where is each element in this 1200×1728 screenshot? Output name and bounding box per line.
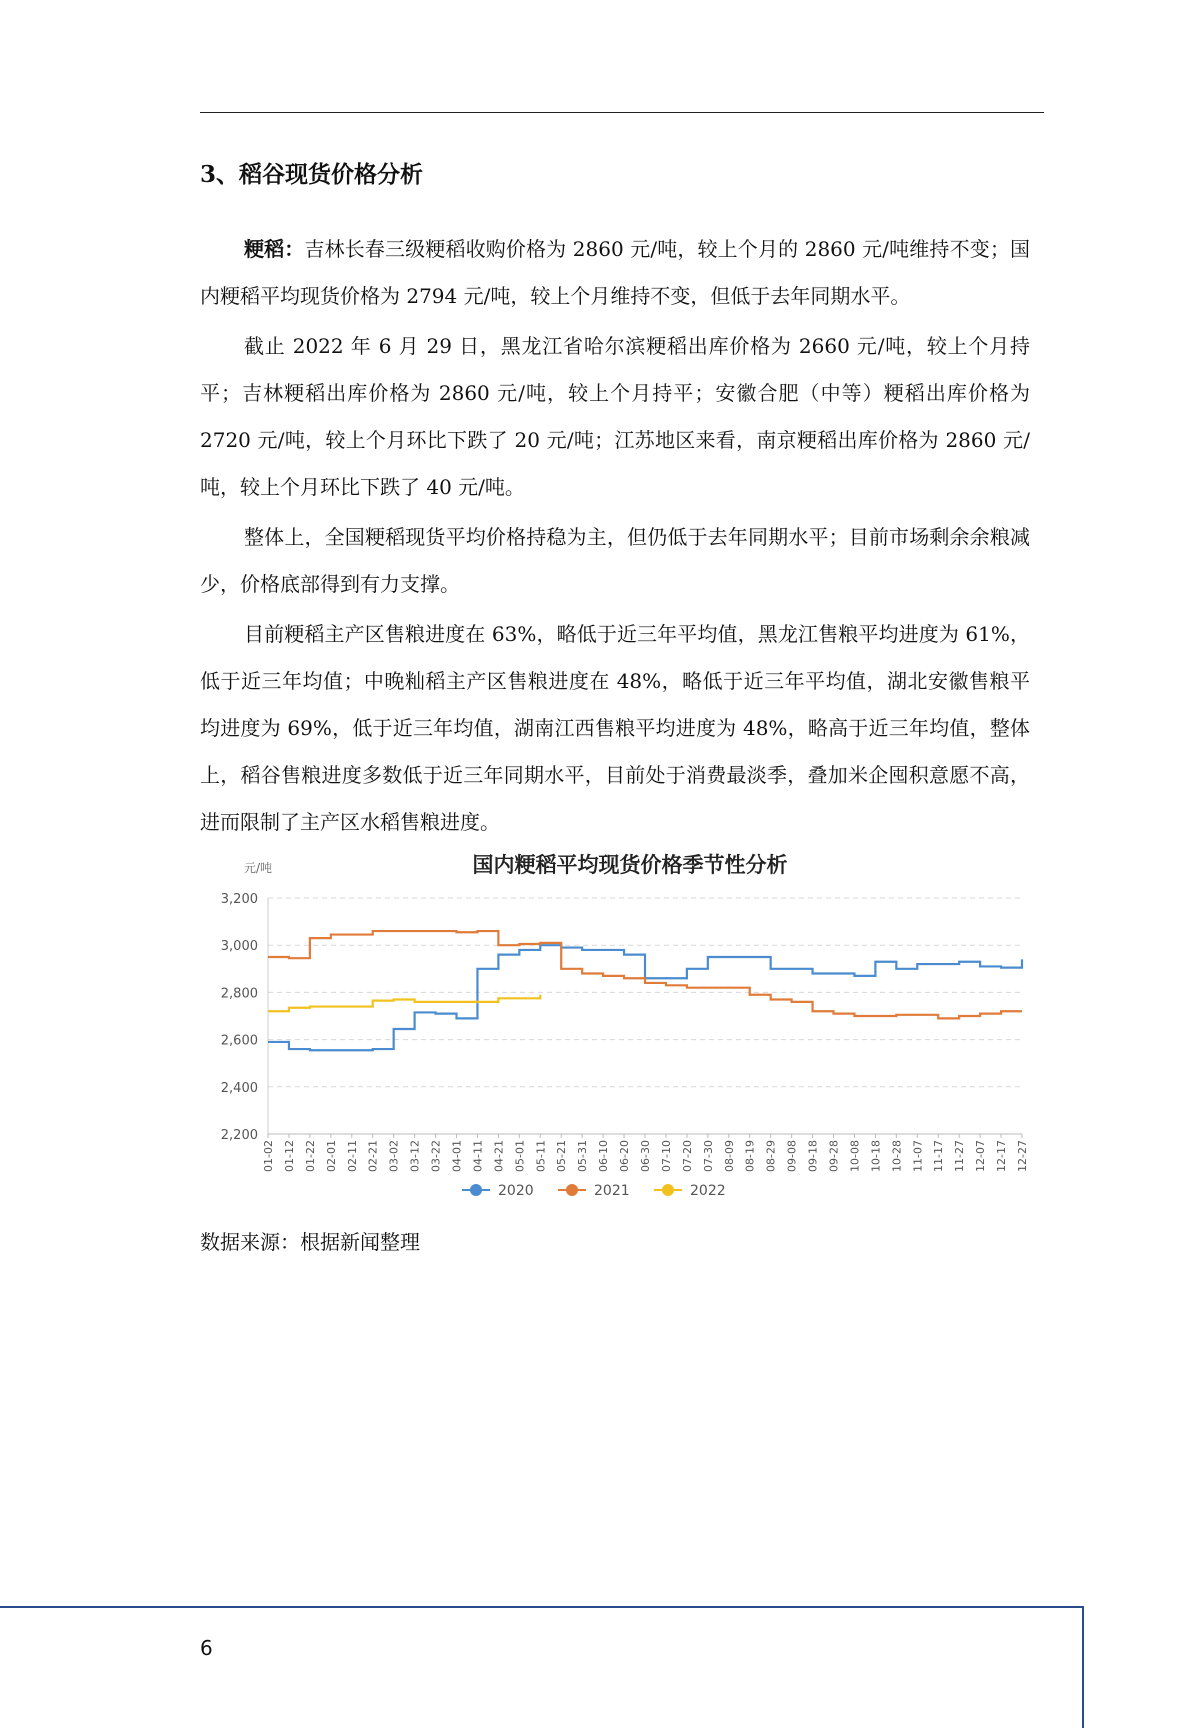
- x-tick-label: 10-18: [869, 1140, 883, 1172]
- y-tick-label: 2,400: [220, 1080, 258, 1096]
- x-tick-label: 01-12: [282, 1140, 296, 1172]
- legend-marker-2021: [566, 1184, 578, 1196]
- legend-marker-2020: [470, 1184, 482, 1196]
- x-tick-label: 11-17: [932, 1140, 946, 1172]
- paragraph-outbound-prices: 截止 2022 年 6 月 29 日，黑龙江省哈尔滨粳稻出库价格为 2660 元/吨，较上个月持平；吉林粳稻出库价格为 2860 元/吨，较上个月持平；安徽合肥（中等）粳稻出库价格为 2720 元/吨，较上个月环比下跌了 20 元/吨；江苏地区来看，南京粳稻出库价格为 2860 元/吨，较上个月环比下跌了 40 元/吨。: [200, 334, 1030, 499]
- x-tick-label: 09-08: [785, 1140, 799, 1172]
- x-tick-label: 12-07: [974, 1140, 988, 1172]
- legend-label-2022: 2022: [690, 1183, 726, 1199]
- paragraph-sales-progress: 目前粳稻主产区售粮进度在 63%，略低于近三年平均值，黑龙江售粮平均进度为 61%，低于近三年均值；中晚籼稻主产区售粮进度在 48%，略低于近三年平均值，湖北安徽售粮平均进度为 69%，低于近三年均值，湖南江西售粮平均进度为 48%，略高于近三年均值，整体上，稻谷售粮进度多数低于近三年同期水平，目前处于消费最淡季，叠加米企囤积意愿不高，进而限制了主产区水稻售粮进度。: [200, 622, 1030, 834]
- legend-label-2020: 2020: [498, 1183, 534, 1199]
- x-tick-label: 02-11: [345, 1140, 359, 1172]
- y-axis-label: 元/吨: [244, 861, 273, 875]
- data-source: 数据来源：根据新闻整理: [200, 1230, 420, 1254]
- x-tick-label: 08-29: [764, 1140, 778, 1172]
- chart-svg: [200, 842, 1040, 1210]
- x-tick-label: 04-11: [471, 1140, 485, 1172]
- x-tick-label: 09-28: [827, 1140, 841, 1172]
- footer-frame: [0, 1606, 1084, 1728]
- x-tick-label: 11-07: [911, 1140, 925, 1172]
- y-tick-label: 2,200: [220, 1128, 258, 1143]
- x-tick-label: 05-31: [576, 1140, 590, 1172]
- x-tick-label: 02-21: [366, 1140, 380, 1172]
- x-tick-label: 08-19: [743, 1140, 757, 1172]
- x-tick-label: 03-02: [387, 1140, 401, 1172]
- x-tick-label: 10-08: [848, 1140, 862, 1172]
- x-tick-label: 11-27: [953, 1140, 967, 1172]
- x-tick-label: 09-18: [806, 1140, 820, 1172]
- x-tick-label: 02-01: [324, 1140, 338, 1172]
- x-tick-label: 12-17: [995, 1140, 1009, 1172]
- x-tick-label: 04-21: [492, 1140, 506, 1172]
- x-tick-label: 05-01: [513, 1140, 527, 1172]
- y-tick-label: 2,800: [220, 986, 258, 1002]
- section-title: 3、稻谷现货价格分析: [200, 161, 424, 188]
- y-tick-label: 3,000: [220, 939, 258, 955]
- x-tick-label: 10-28: [890, 1140, 904, 1172]
- x-tick-label: 06-20: [618, 1140, 632, 1172]
- x-tick-label: 05-21: [555, 1140, 569, 1172]
- header-rule: [200, 112, 1044, 113]
- x-tick-label: 07-10: [659, 1140, 673, 1172]
- page-number: 6: [200, 1636, 213, 1660]
- series-line-2020: [268, 945, 1022, 1050]
- x-tick-label: 01-22: [303, 1140, 317, 1172]
- body-text: [200, 226, 1030, 849]
- x-tick-label: 06-30: [639, 1140, 652, 1172]
- x-tick-label: 07-20: [680, 1140, 694, 1172]
- price-chart: [200, 842, 1040, 1210]
- chart-title: 国内粳稻平均现货价格季节性分析: [472, 853, 788, 877]
- y-tick-label: 2,600: [220, 1033, 258, 1049]
- x-tick-label: 05-11: [534, 1140, 548, 1172]
- paragraph-lead: 粳稻：: [244, 237, 305, 261]
- x-tick-label: 08-09: [722, 1140, 736, 1172]
- paragraph-overall: 整体上，全国粳稻现货平均价格持稳为主，但仍低于去年同期水平；目前市场剩余余粮减少，价格底部得到有力支撑。: [200, 525, 1030, 596]
- legend-label-2021: 2021: [594, 1183, 630, 1199]
- legend-marker-2022: [662, 1184, 674, 1196]
- x-tick-label: 01-02: [262, 1140, 275, 1172]
- y-tick-label: 3,200: [220, 892, 258, 907]
- x-tick-label: 03-12: [408, 1140, 422, 1172]
- paragraph-japonica-price: [200, 226, 1030, 320]
- x-tick-label: 03-22: [429, 1140, 443, 1172]
- paragraph-body: 吉林长春三级粳稻收购价格为 2860 元/吨，较上个月的 2860 元/吨维持不变；国内粳稻平均现货价格为 2794 元/吨，较上个月维持不变，但低于去年同期水平。: [200, 237, 1031, 308]
- series-line-2022: [268, 995, 540, 1012]
- x-tick-label: 07-30: [701, 1140, 715, 1172]
- x-tick-label: 06-10: [597, 1140, 611, 1172]
- x-tick-label: 04-01: [450, 1140, 464, 1172]
- x-tick-label: 12-27: [1016, 1140, 1029, 1172]
